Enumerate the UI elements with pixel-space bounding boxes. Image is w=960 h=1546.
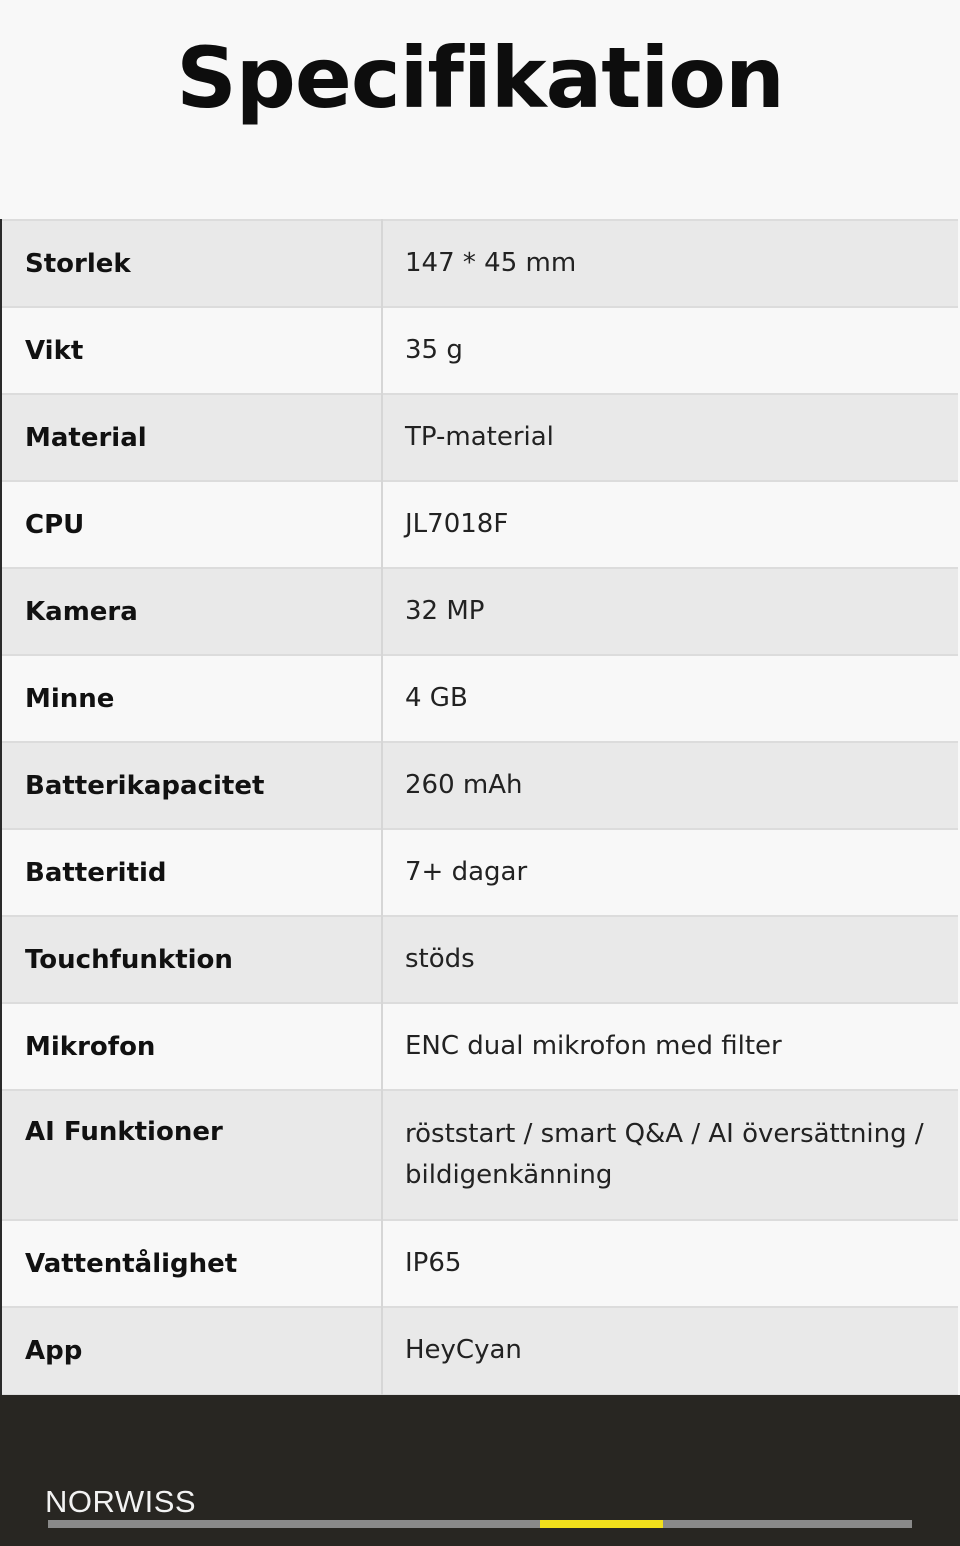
scrollbar-thumb[interactable] <box>540 1520 663 1528</box>
spec-label: Batterikapacitet <box>2 742 382 829</box>
spec-row-batteritid <box>2 829 958 916</box>
spec-row-touchfunktion <box>2 916 958 1003</box>
spec-value: IP65 <box>382 1220 958 1307</box>
spec-label: Minne <box>2 655 382 742</box>
spec-value: JL7018F <box>382 481 958 568</box>
page-title: Specifikation <box>176 29 784 127</box>
spec-value: ENC dual mikrofon med filter <box>382 1003 958 1090</box>
spec-label: App <box>2 1307 382 1394</box>
title-area <box>0 0 960 219</box>
spec-row-cpu <box>2 481 958 568</box>
spec-row-batterikapacitet <box>2 742 958 829</box>
spec-row-storlek <box>2 220 958 307</box>
spec-label: Mikrofon <box>2 1003 382 1090</box>
spec-value: 4 GB <box>382 655 958 742</box>
spec-row-vikt <box>2 307 958 394</box>
spec-value: röststart / smart Q&A / AI översättning / bildigenkänning <box>382 1090 958 1220</box>
spec-value: 7+ dagar <box>382 829 958 916</box>
spec-label: CPU <box>2 481 382 568</box>
spec-row-material <box>2 394 958 481</box>
spec-row-ai-funktioner <box>2 1090 958 1220</box>
spec-value: HeyCyan <box>382 1307 958 1394</box>
spec-value: 32 MP <box>382 568 958 655</box>
spec-value: 147 * 45 mm <box>382 220 958 307</box>
spec-value: TP-material <box>382 394 958 481</box>
scrollbar-track[interactable] <box>48 1520 912 1528</box>
spec-row-minne <box>2 655 958 742</box>
spec-row-mikrofon <box>2 1003 958 1090</box>
spec-table <box>2 219 958 1395</box>
spec-value: 260 mAh <box>382 742 958 829</box>
spec-label: Batteritid <box>2 829 382 916</box>
footer <box>0 1395 960 1546</box>
spec-row-kamera <box>2 568 958 655</box>
spec-label: Touchfunktion <box>2 916 382 1003</box>
spec-row-app <box>2 1307 958 1394</box>
spec-label: Kamera <box>2 568 382 655</box>
spec-row-vattentalighet <box>2 1220 958 1307</box>
spec-label: Vikt <box>2 307 382 394</box>
spec-label: Material <box>2 394 382 481</box>
spec-label: AI Funktioner <box>2 1090 382 1220</box>
spec-label: Storlek <box>2 220 382 307</box>
spec-label: Vattentålighet <box>2 1220 382 1307</box>
spec-value: 35 g <box>382 307 958 394</box>
brand-name[interactable]: NORWISS <box>45 1484 197 1519</box>
spec-value: stöds <box>382 916 958 1003</box>
